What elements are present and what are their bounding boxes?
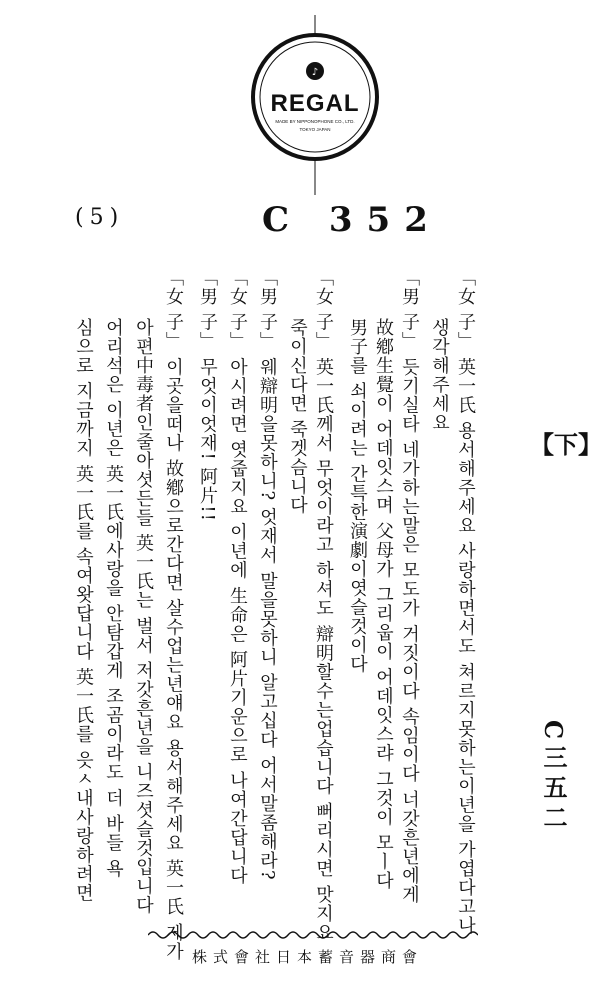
- lyric-column-11: 「女 子」 이곳을떠나 故鄕으로간다면 살수업는년얘요 용서해주세요 英一氏 제가: [163, 268, 184, 962]
- side-catalog-number: C三五二: [539, 720, 568, 836]
- lyric-column-7: 죽이신다면 죽겟슴니다: [287, 318, 308, 515]
- publisher-footer: 株式會社日本蓄音器商會: [191, 948, 423, 966]
- svg-text:♪: ♪: [311, 67, 319, 78]
- lyric-column-12: 아편中毒者인줄아셧든들 英一氏는 벌서 저갓흔년을 니즈셧슬것입니다: [133, 318, 154, 915]
- catalog-number: C 352: [262, 200, 442, 240]
- wavy-divider: [148, 928, 478, 942]
- lyric-column-6: 「女 子」 英一氏께서 무엇이라고 하셔도 辯明할수는업습니다 뻐리시면 맛지요: [313, 268, 334, 943]
- lyric-column-14: 심으로 지금까지 英一氏를 속여왓답니다 英一氏를 읏ㅅ내사랑하려면: [73, 318, 94, 903]
- brand-name: REGAL: [270, 90, 360, 117]
- lyric-column-9: 「女 子」 아시려면 엿줍지요 이년에 生命은 阿片기운으로 나여간답니다: [227, 268, 248, 886]
- side-label: 【下】: [530, 431, 602, 459]
- page-number: (5): [75, 205, 125, 230]
- lyric-column-10: 「男 子」 무엇이엇재! 阿片!!: [197, 268, 218, 522]
- lyric-column-5: 男子를 쇠이려는 간특한演劇이엿슬것이다: [347, 318, 368, 674]
- label-ring-top: MADE BY NIPPONOPHONE CO., LTD.: [275, 119, 355, 124]
- lyric-column-13: 어리석은 이년은 英一氏에사랑을 안탐갑게 조곰이라도 더 바들 욕: [103, 318, 124, 879]
- regal-record-label-logo: [250, 15, 380, 195]
- lyric-column-1: 「女 子」 英一氏 용서해주세요 사랑하면서도 쳐르지못하는이년을 가엽다고나: [455, 268, 476, 936]
- lyric-column-8: 「男 子」 웨辯明을못하니? 엇재서 말을못하니 알고십다 어서말좀해라?: [257, 268, 278, 881]
- lyric-column-4: 故鄕生覺이 어데잇스며 父母가 그리웁이 어데잇스랴 그것이 모ㅣ다: [373, 318, 394, 891]
- lyric-column-3: 「男 子」 듯기실타 네가하는말은 모도가 거짓이다 속임이다 너갓흔년에게: [399, 268, 420, 905]
- lyric-column-2: 생각해주세요: [429, 318, 450, 432]
- label-ring-bottom: TOKYO JAPAN: [299, 127, 331, 132]
